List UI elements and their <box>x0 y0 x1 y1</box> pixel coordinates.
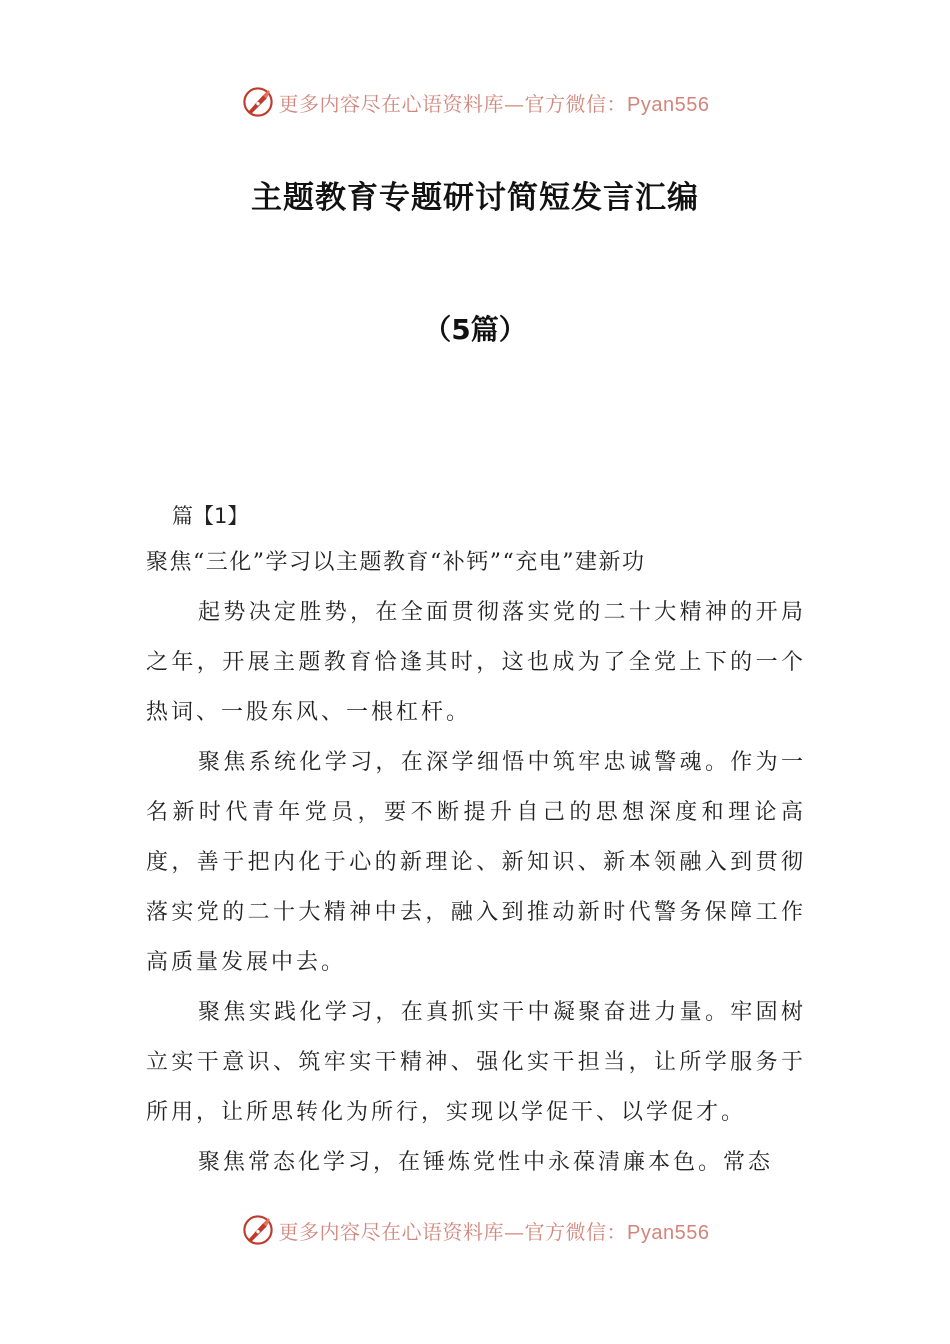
header-watermark-banner <box>0 82 950 122</box>
wechat-id: Pyan556 <box>627 93 710 116</box>
footer-watermark-banner <box>0 1210 950 1250</box>
pen-nib-logo-icon <box>241 85 275 119</box>
watermark-text: 更多内容尽在心语资料库—官方微信：Pyan556 <box>278 1219 710 1244</box>
paragraph: 起势决定胜势，在全面贯彻落实党的二十大精神的开局之年，开展主题教育恰逢其时，这也成为了全党上下的一个热词、一股东风、一根杠杆。 <box>146 600 806 725</box>
paragraph: 聚焦系统化学习，在深学细悟中筑牢忠诚警魂。作为一名新时代青年党员，要不断提升自己的思想深度和理论高度，善于把内化于心的新理论、新知识、新本领融入到贯彻落实党的二十大精神中去，融入到推动新时代警务保障工作高质量发展中去。 <box>146 750 806 975</box>
document-subtitle: （5篇） <box>423 313 527 346</box>
paragraph: 聚焦常态化学习，在锤炼党性中永葆清廉本色。常态 <box>198 1150 774 1175</box>
wechat-id: Pyan556 <box>627 1221 710 1244</box>
document-body <box>146 494 806 1188</box>
section-label: 篇【1】 <box>172 504 249 528</box>
article-heading: 聚焦“三化”学习以主题教育“补钙”“充电”建新功 <box>146 550 646 575</box>
pen-nib-logo-icon <box>241 1213 275 1247</box>
paragraph: 聚焦实践化学习，在真抓实干中凝聚奋进力量。牢固树立实干意识、筑牢实干精神、强化实干担当，让所学服务于所用，让所思转化为所行，实现以学促干、以学促才。 <box>146 1000 806 1125</box>
watermark-text: 更多内容尽在心语资料库—官方微信：Pyan556 <box>278 91 710 116</box>
document-title: 主题教育专题研讨简短发言汇编 <box>251 180 699 216</box>
